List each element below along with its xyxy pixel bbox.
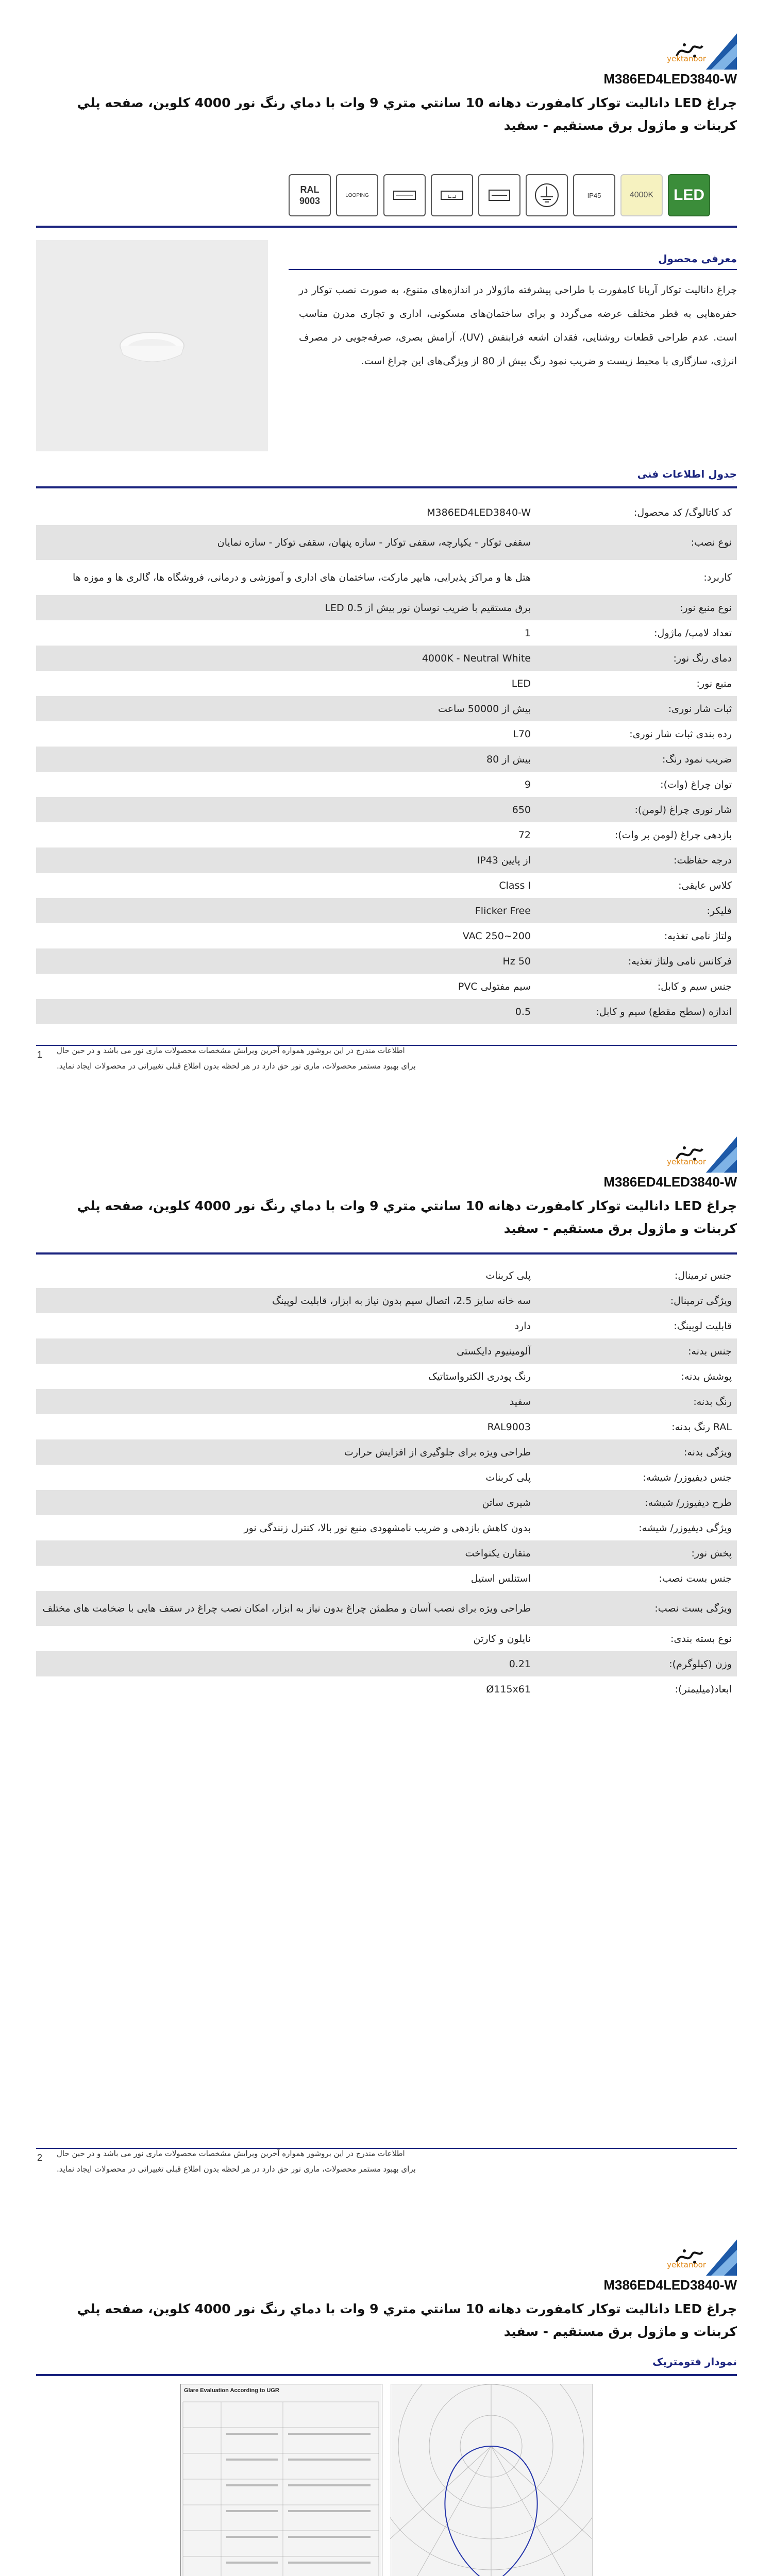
- spec-row: [36, 1626, 737, 1651]
- spec-key: بازدهی چراغ (لومن بر وات):: [614, 829, 732, 841]
- photometric-section-title: نمودار فتومتریک: [652, 2355, 737, 2368]
- spec-value: 1: [524, 627, 531, 639]
- page-3: [0, 2206, 773, 2576]
- spec-row: [36, 525, 737, 560]
- ip-rating-badge-icon: [573, 174, 615, 216]
- spec-key: کلاس عایقی:: [678, 879, 732, 891]
- brand-logo: [667, 2240, 737, 2276]
- footer-note: [57, 1043, 567, 1074]
- page-1: [0, 0, 773, 1103]
- spec-value: نایلون و کارتن: [473, 1633, 531, 1645]
- spec-row: [36, 1439, 737, 1465]
- spec-key: رنگ بدنه:: [693, 1396, 732, 1408]
- spec-value: رنگ پودری الکترواستاتیک: [428, 1370, 531, 1382]
- color-temp-badge-icon: 4000K: [620, 174, 663, 216]
- glare-grid-icon: [180, 2397, 382, 2576]
- spec-row: [36, 1364, 737, 1389]
- spec-row: [36, 1540, 737, 1566]
- spec-key: پوشش بدنه:: [681, 1370, 732, 1382]
- spec-row: [36, 948, 737, 974]
- spec-key: نوع منبع نور:: [680, 602, 732, 614]
- specs-divider: [36, 486, 737, 488]
- spec-value: سفید: [509, 1396, 531, 1408]
- spec-table-2: [36, 1263, 737, 1702]
- spec-key: منبع نور:: [696, 677, 732, 689]
- spec-row: [36, 1414, 737, 1439]
- spec-row: [36, 747, 737, 772]
- spec-row: [36, 873, 737, 898]
- spec-value: M386ED4LED3840-W: [427, 506, 531, 518]
- footer-line-2: برای بهبود مستمر محصولات، ماری نور حق دارد در هر لحظه بدون اطلاع قبلی تغییراتی در محصولات ایجاد نماید.: [57, 1061, 416, 1071]
- spec-row: [36, 1288, 737, 1313]
- spec-key: فلیکر:: [707, 905, 732, 917]
- spec-key: پخش نور:: [691, 1547, 732, 1559]
- footer-line-2: برای بهبود مستمر محصولات، ماری نور حق دارد در هر لحظه بدون اطلاع قبلی تغییراتی در محصولات ایجاد نماید.: [57, 2164, 416, 2174]
- spec-value: پلی کربنات: [485, 1269, 531, 1281]
- product-photo: [36, 240, 268, 451]
- spec-row: [36, 772, 737, 797]
- spec-key: تعداد لامپ/ ماژول:: [654, 627, 732, 639]
- spec-key: ثبات شار نوری:: [668, 703, 732, 715]
- spec-key: طرح دیفیوزر/ شیشه:: [645, 1497, 732, 1509]
- page-number: 2: [37, 2153, 43, 2163]
- polar-curve-icon: [390, 2384, 592, 2576]
- spec-value: 650: [512, 804, 531, 816]
- spec-row: [36, 1651, 737, 1676]
- spec-table-1: [36, 500, 737, 1024]
- spec-row: [36, 1490, 737, 1515]
- header: [0, 2229, 773, 2281]
- footer-line-1: اطلاعات مندرج در این بروشور همواره آخرین ویرایش مشخصات محصولات ماری نور می باشد و در حین حال: [57, 2149, 405, 2158]
- specs-section-title: جدول اطلاعات فنی: [637, 468, 737, 480]
- spec-row: [36, 1338, 737, 1364]
- spec-value: طراحی ویژه برای نصب آسان و مطمئن چراغ بدون نیاز به ابزار، امکان نصب چراغ در سقف هایی با ضخامت های مختلف: [42, 1603, 531, 1614]
- spec-key: نوع نصب:: [691, 537, 732, 548]
- brand-logo: [667, 1137, 737, 1173]
- spec-key: شار نوری چراغ (لومن):: [634, 804, 732, 816]
- spec-value: متقارن یکنواخت: [465, 1547, 531, 1559]
- glare-table-image: [180, 2384, 382, 2576]
- spec-value: Ø115x61: [486, 1683, 531, 1695]
- intro-divider: [289, 269, 737, 270]
- logo-subtext: yektanoor: [667, 54, 706, 63]
- svg-text:⊏⊐: ⊏⊐: [447, 194, 457, 199]
- spec-key: درجه حفاظت:: [674, 854, 732, 866]
- product-code: M386ED4LED3840-W: [603, 1174, 737, 1190]
- page-2: [0, 1103, 773, 2206]
- section-divider: [36, 226, 737, 228]
- spec-value: بدون کاهش بازدهی و ضریب نامشهودی منبع نور بالا، کنترل زنندگی نور: [244, 1522, 531, 1534]
- header: [0, 1126, 773, 1178]
- spec-value: شیری ساتن: [482, 1497, 531, 1509]
- dim-icon: [383, 174, 426, 216]
- spec-row: [36, 898, 737, 923]
- spec-row: [36, 1389, 737, 1414]
- spec-key: قابلیت لوپینگ:: [674, 1320, 732, 1332]
- spec-key: RAL رنگ بدنه:: [671, 1421, 732, 1433]
- spec-row: [36, 500, 737, 525]
- spec-key: ویژگی ترمینال:: [670, 1295, 732, 1307]
- spec-key: جنس ترمینال:: [674, 1269, 732, 1281]
- spec-value: برق مستقیم با ضریب نوسان نور بیش از LED 0.5: [325, 602, 531, 614]
- spec-row: [36, 1676, 737, 1702]
- driver-icon: [431, 174, 473, 216]
- spec-value: RAL9003: [487, 1421, 531, 1433]
- spec-key: جنس بست نصب:: [659, 1572, 732, 1584]
- intro-section-title: معرفی محصول: [658, 252, 737, 265]
- ip-rating-label: IP45: [587, 191, 601, 199]
- spec-key: وزن (کیلوگرم):: [669, 1658, 732, 1670]
- spec-value: دارد: [514, 1320, 531, 1332]
- logo-subtext: yektanoor: [667, 1157, 706, 1166]
- spec-row: [36, 974, 737, 999]
- product-title: چراغ LED داناليت توكار كامفورت دهانه 10 سانتي متري 9 وات با دماي رنگ نور 4000 كلوين، صفحه پلي كربنات و ماژول برق مستقيم - سفيد: [77, 95, 737, 133]
- spec-row: [36, 560, 737, 595]
- feature-badges: [289, 174, 710, 216]
- spec-row: [36, 1515, 737, 1540]
- spec-value: 9: [524, 778, 531, 790]
- spec-row: [36, 646, 737, 671]
- spec-value: LED: [511, 677, 531, 689]
- product-title: چراغ LED داناليت توكار كامفورت دهانه 10 سانتي متري 9 وات با دماي رنگ نور 4000 كلوين، صفحه پلي كربنات و ماژول برق مستقيم - سفيد: [77, 1198, 737, 1236]
- spec-value: 72: [518, 829, 531, 841]
- spec-key: نوع بسته بندی:: [670, 1633, 732, 1645]
- spec-row: [36, 671, 737, 696]
- logo-mark-icon: [706, 33, 737, 70]
- intro-text: چراغ داناليت توكار آربانا كامفورت با طراحی پیشرفته ماژولار در اندازه‌های متنوع، به صورت نصب توكار در حفره‌هایی به قطر مختلف عرضه می‌گردد و برای ساختمان‌های مسكونی، اداری و تجاری مدرن مناسب است. عدم طراحی قطعات روشنایی، فقدان اشعه فرابنفش (UV)، آرامش بصری، صرفه‌جویی در مصرف انرژی، سازگاری با محیط زیست و ضریب نمود رنگ بیش از 80 از ویژگی‌های این چراغ است.: [299, 284, 737, 367]
- spec-row: [36, 1465, 737, 1490]
- led-badge-icon: LED: [668, 174, 710, 216]
- spec-value: 0.21: [509, 1658, 531, 1670]
- product-code: M386ED4LED3840-W: [603, 2277, 737, 2293]
- spec-key: جنس دیفیوزر/ شیشه:: [643, 1471, 732, 1483]
- spec-value: Class I: [499, 879, 531, 891]
- spec-value: 0.5: [515, 1006, 531, 1018]
- logo-mark-icon: [706, 2240, 737, 2276]
- spec-value: طراحی ویژه برای جلوگیری از افزایش حرارت: [344, 1446, 531, 1458]
- spec-value: سقفی توكار - یکپارچه، سقفی توكار - سازه پنهان، سقفی توكار - سازه نمایان: [217, 537, 531, 548]
- spec-value: بیش از 80: [486, 753, 531, 765]
- spec-key: فرکانس نامی ولتاژ تغذیه:: [628, 955, 732, 967]
- footer-note: [57, 2146, 567, 2177]
- spec-value: پلی کربنات: [485, 1471, 531, 1483]
- page-number: 1: [37, 1049, 43, 1060]
- earth-icon: [526, 174, 568, 216]
- spec-row: [36, 1591, 737, 1626]
- ral-badge-icon: RAL 9003: [289, 174, 331, 216]
- spec-key: ولتاژ نامی تغذیه:: [664, 930, 732, 942]
- spec-row: [36, 620, 737, 646]
- spec-row: [36, 822, 737, 848]
- spec-value: 200~250 VAC: [462, 930, 531, 942]
- spec-value: آلومینیوم دایکستی: [457, 1345, 531, 1357]
- footer-line-1: اطلاعات مندرج در این بروشور همواره آخرین ویرایش مشخصات محصولات ماری نور می باشد و در حین حال: [57, 1046, 405, 1055]
- looping-label: LOOPING: [345, 192, 369, 198]
- spec-value: Flicker Free: [475, 905, 531, 917]
- spec-key: ویژگی دیفیوزر/ شیشه:: [638, 1522, 732, 1534]
- spec-key: رده بندی ثبات شار نوری:: [629, 728, 732, 740]
- spec-value: بیش از 50000 ساعت: [438, 703, 531, 715]
- photometric-figure: [180, 2384, 593, 2576]
- product-title: چراغ LED داناليت توكار كامفورت دهانه 10 سانتي متري 9 وات با دماي رنگ نور 4000 كلوين، صفحه پلي كربنات و ماژول برق مستقيم - سفيد: [77, 2301, 737, 2339]
- spec-key: ابعاد(میلیمتر):: [675, 1683, 732, 1695]
- spec-row: [36, 1263, 737, 1288]
- spec-key: کاربرد:: [703, 572, 732, 583]
- spec-key: ضریب نمود رنگ:: [662, 753, 732, 765]
- spec-row: [36, 595, 737, 620]
- header: [0, 23, 773, 75]
- spec-row: [36, 1566, 737, 1591]
- spec-row: [36, 721, 737, 747]
- spec-key: اندازه (سطح مقطع) سیم و کابل:: [596, 1006, 732, 1018]
- spec-value: از پایین IP43: [477, 854, 531, 866]
- spec-value: هتل ها و مراکز پذیرایی، هایپر مارکت، ساختمان های اداری و آموزشی و درمانی، فروشگاه ها، گالری ها و موزه ها: [72, 572, 531, 583]
- logo-mark-icon: [706, 1137, 737, 1173]
- looping-icon: [336, 174, 378, 216]
- spec-row: [36, 999, 737, 1024]
- spec-key: کد کاتالوگ/ کد محصول:: [633, 506, 732, 518]
- logo-subtext: yektanoor: [667, 2260, 706, 2269]
- section-divider: [36, 1252, 737, 1255]
- spec-key: توان چراغ (وات):: [660, 778, 732, 790]
- glare-title: Glare Evaluation According to UGR: [184, 2387, 279, 2394]
- spec-row: [36, 696, 737, 721]
- spec-key: جنس بدنه:: [688, 1345, 732, 1357]
- polar-diagram-image: [391, 2384, 593, 2576]
- spec-value: L70: [513, 728, 531, 740]
- spec-key: ویژگی بدنه:: [683, 1446, 732, 1458]
- spec-value: سیم مفتولی PVC: [458, 980, 531, 992]
- spec-row: [36, 1313, 737, 1338]
- spec-row: [36, 848, 737, 873]
- class-icon: [478, 174, 520, 216]
- spec-row: [36, 923, 737, 948]
- spec-key: دمای رنگ نور:: [673, 652, 732, 664]
- brand-logo: [667, 33, 737, 70]
- spec-value: 4000K - Neutral White: [422, 652, 531, 664]
- spec-key: ویژگی بست نصب:: [654, 1603, 732, 1614]
- product-code: M386ED4LED3840-W: [603, 71, 737, 87]
- spec-key: جنس سیم و کابل:: [657, 980, 732, 992]
- spec-value: سه خانه سایز 2.5، اتصال سیم بدون نیاز به ابزار، قابلیت لوپینگ: [272, 1295, 531, 1307]
- spec-value: استنلس استیل: [470, 1572, 531, 1584]
- photometric-divider: [36, 2374, 737, 2376]
- spec-row: [36, 797, 737, 822]
- spec-value: 50 Hz: [502, 955, 531, 967]
